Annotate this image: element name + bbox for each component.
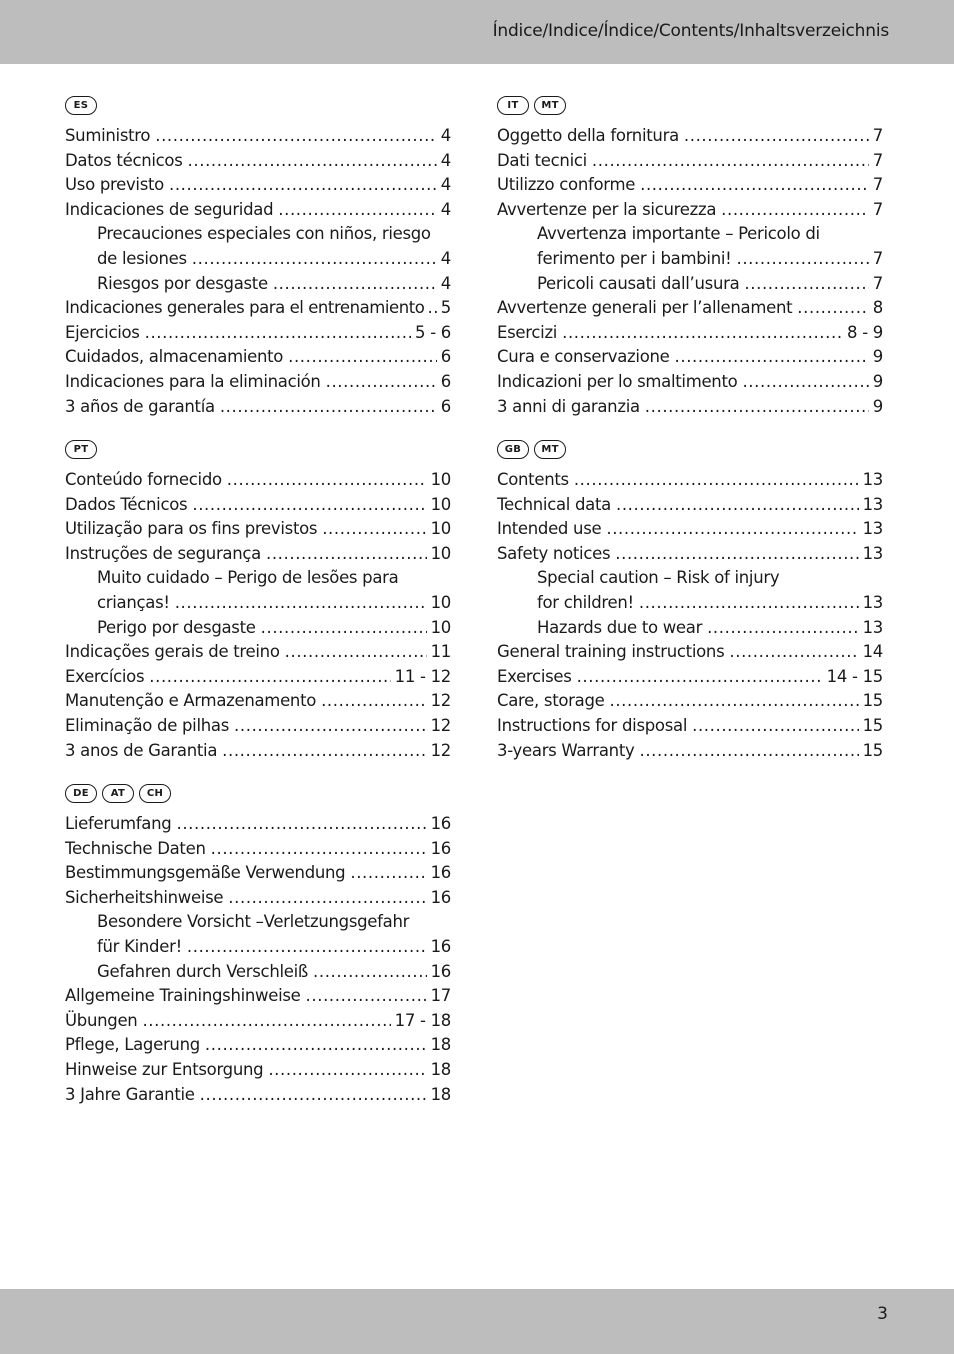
toc-entry-page: 16: [430, 863, 451, 883]
toc-entry[interactable]: [65, 542, 451, 567]
dot-leader: [234, 714, 427, 739]
dot-leader: [616, 493, 859, 518]
toc-list: [497, 124, 883, 419]
toc-entry-title: Suministro: [65, 126, 151, 145]
toc-entry-title: 3 anos de Garantia: [65, 740, 218, 760]
toc-entry[interactable]: [497, 468, 883, 493]
toc-entry-title: 3-years Warranty: [497, 740, 635, 760]
toc-entry-title: 3 Jahre Garantie: [65, 1084, 195, 1104]
toc-entry-page: 7: [872, 150, 883, 170]
toc-entry-title: Hinweise zur Entsorgung: [65, 1059, 264, 1079]
dot-leader: [744, 272, 868, 297]
dot-leader: [707, 616, 859, 641]
toc-entry-title: Utilizzo conforme: [497, 175, 636, 195]
toc-entry-title: Datos técnicos: [65, 150, 183, 170]
dot-leader: [721, 198, 869, 223]
toc-entry[interactable]: [65, 1058, 451, 1083]
dot-leader: [149, 665, 390, 690]
dot-leader: [145, 321, 411, 346]
toc-entry-page: 6: [440, 347, 451, 367]
dot-leader: [169, 173, 437, 198]
dot-leader: [313, 960, 427, 985]
toc-entry-page: 13: [862, 494, 883, 514]
toc-entry[interactable]: [497, 493, 883, 518]
toc-entry-page: 16: [430, 887, 451, 907]
toc-entry[interactable]: [65, 468, 451, 493]
toc-section-gb: [497, 440, 883, 763]
dot-leader: [211, 837, 427, 862]
toc-entry-page: 9: [872, 396, 883, 416]
toc-entry[interactable]: [65, 517, 451, 542]
toc-entry-title: Special caution – Risk of injury: [537, 568, 780, 588]
toc-entry-title: Utilização para os fins previstos: [65, 519, 318, 539]
toc-entry-title: für Kinder!: [97, 936, 182, 956]
dot-leader: [574, 468, 859, 493]
dot-leader: [192, 493, 426, 518]
toc-entry-title: Sicherheitshinweise: [65, 887, 224, 907]
dot-leader: [639, 739, 858, 764]
toc-entry[interactable]: [65, 1033, 451, 1058]
dot-leader: [797, 296, 869, 321]
toc-entry-page: 4: [440, 150, 451, 170]
language-badge-gb: GB: [497, 440, 529, 459]
toc-subentry[interactable]: [497, 591, 883, 616]
toc-subentry-line: [65, 222, 451, 247]
language-badges: [497, 96, 883, 116]
toc-entry-title: Technische Daten: [65, 838, 206, 858]
toc-entry[interactable]: [65, 198, 451, 223]
toc-entry-page: 7: [872, 126, 883, 145]
language-badges: [65, 440, 451, 460]
dot-leader: [205, 1033, 427, 1058]
toc-entry-page: 4: [440, 273, 451, 293]
toc-entry[interactable]: [497, 321, 883, 346]
dot-leader: [176, 812, 426, 837]
toc-entry-page: 16: [430, 838, 451, 858]
toc-entry[interactable]: [497, 714, 883, 739]
language-badge-it: IT: [497, 96, 529, 115]
toc-entry[interactable]: [497, 640, 883, 665]
toc-entry[interactable]: [65, 1009, 451, 1034]
toc-entry[interactable]: [65, 370, 451, 395]
dot-leader: [577, 665, 823, 690]
toc-entry[interactable]: [497, 370, 883, 395]
toc-subentry[interactable]: [497, 616, 883, 641]
toc-entry-title: Gefahren durch Verschleiß: [97, 961, 308, 981]
toc-entry-page: 13: [862, 519, 883, 539]
toc-entry-page: 4: [440, 199, 451, 219]
toc-entry[interactable]: [65, 124, 451, 149]
toc-entry-page: 9: [872, 347, 883, 367]
toc-entry-title: Indicaciones de seguridad: [65, 199, 274, 219]
toc-entry[interactable]: [65, 1083, 451, 1108]
toc-entry-title: Dati tecnici: [497, 150, 587, 170]
toc-entry[interactable]: [497, 198, 883, 223]
dot-leader: [278, 198, 437, 223]
toc-entry-page: 8 - 9: [847, 322, 883, 342]
toc-subentry-line: [65, 566, 451, 591]
toc-entry-title: Safety notices: [497, 543, 611, 563]
toc-section-pt: [65, 440, 451, 763]
toc-entry[interactable]: [65, 812, 451, 837]
toc-subentry[interactable]: [65, 960, 451, 985]
toc-section-es: [65, 96, 451, 419]
toc-entry[interactable]: [65, 739, 451, 764]
dot-leader: [200, 1083, 427, 1108]
toc-entry-page: 6: [440, 371, 451, 391]
toc-entry[interactable]: [497, 517, 883, 542]
dot-leader: [266, 542, 427, 567]
toc-entry-title: Allgemeine Trainingshinweise: [65, 986, 301, 1006]
toc-entry-title: Bestimmungsgemäße Verwendung: [65, 863, 346, 883]
toc-entry-title: Cura e conservazione: [497, 347, 670, 367]
language-badge-pt: PT: [65, 440, 97, 459]
footer-bar: [0, 1289, 954, 1354]
toc-entry-title: Oggetto della fornitura: [497, 126, 679, 145]
toc-entry-title: Instructions for disposal: [497, 715, 688, 735]
toc-entry[interactable]: [497, 173, 883, 198]
language-badge-es: ES: [65, 96, 97, 115]
language-badge-ch: CH: [139, 784, 171, 803]
toc-entry-page: 16: [430, 936, 451, 956]
dot-leader: [615, 542, 858, 567]
dot-leader: [684, 124, 869, 149]
dot-leader: [606, 517, 858, 542]
dot-leader: [220, 395, 437, 420]
dot-leader: [640, 173, 869, 198]
dot-leader: [321, 689, 427, 714]
toc-entry[interactable]: [65, 296, 451, 321]
toc-subentry-line: [497, 222, 883, 247]
toc-entry-page: 8: [872, 298, 883, 318]
toc-entry-page: 11 - 12: [394, 666, 451, 686]
toc-entry-page: 6: [440, 396, 451, 416]
toc-entry-title: Instruções de segurança: [65, 543, 261, 563]
toc-entry-title: Perigo por desgaste: [97, 617, 256, 637]
toc-entry[interactable]: [65, 149, 451, 174]
toc-entry-title: Intended use: [497, 519, 602, 539]
toc-entry-page: 10: [430, 592, 451, 612]
toc-entry[interactable]: [497, 149, 883, 174]
page-number: 3: [877, 1304, 888, 1324]
dot-leader: [273, 272, 437, 297]
toc-entry-page: 7: [872, 199, 883, 219]
toc-entry-title: Muito cuidado – Perigo de lesões para: [97, 568, 399, 588]
toc-entry-title: Indicações gerais de treino: [65, 642, 280, 662]
toc-subentry-line: [65, 910, 451, 935]
dot-leader: [155, 124, 437, 149]
toc-entry[interactable]: [497, 345, 883, 370]
page-header-title: Índice/Indice/Índice/Contents/Inhaltsverzeichnis: [492, 21, 889, 41]
language-badges: [65, 784, 451, 804]
toc-list: [65, 812, 451, 1107]
toc-entry-title: Dados Técnicos: [65, 494, 188, 514]
toc-section-it: [497, 96, 883, 419]
toc-entry-page: 10: [430, 617, 451, 637]
toc-entry-page: 18: [430, 1059, 451, 1079]
toc-entry-title: Manutenção e Armazenamento: [65, 691, 317, 711]
dot-leader: [192, 247, 437, 272]
toc-entry-title: Eliminação de pilhas: [65, 715, 230, 735]
toc-entry-page: 9: [872, 371, 883, 391]
toc-entry-page: 13: [862, 617, 883, 637]
toc-entry-title: Cuidados, almacenamiento: [65, 347, 284, 367]
toc-entry-title: Care, storage: [497, 691, 605, 711]
toc-entry-page: 14 - 15: [826, 666, 883, 686]
toc-entry-title: ferimento per i bambini!: [537, 248, 732, 268]
toc-entry[interactable]: [65, 173, 451, 198]
toc-entry-page: 10: [430, 519, 451, 539]
toc-entry-page: 5: [440, 298, 451, 318]
toc-entry-title: Contents: [497, 470, 569, 489]
dot-leader: [306, 984, 427, 1009]
toc-entry-page: 4: [440, 248, 451, 268]
toc-entry[interactable]: [65, 837, 451, 862]
dot-leader: [188, 149, 437, 174]
dot-leader: [288, 345, 437, 370]
toc-entry[interactable]: [497, 542, 883, 567]
toc-entry-title: Esercizi: [497, 322, 558, 342]
toc-entry-page: 17: [430, 986, 451, 1006]
toc-entry-title: Besondere Vorsicht –Verletzungsgefahr: [97, 912, 410, 932]
toc-subentry[interactable]: [497, 272, 883, 297]
dot-leader: [609, 689, 858, 714]
toc-entry[interactable]: [65, 345, 451, 370]
dot-leader: [175, 591, 427, 616]
toc-entry-page: 13: [862, 592, 883, 612]
toc-entry-page: 7: [872, 248, 883, 268]
toc-entry-page: 12: [430, 740, 451, 760]
toc-entry-page: 16: [430, 814, 451, 833]
toc-entry[interactable]: [65, 665, 451, 690]
toc-entry-title: Hazards due to wear: [537, 617, 703, 637]
dot-leader: [427, 296, 437, 321]
dot-leader: [645, 395, 869, 420]
dot-leader: [742, 370, 868, 395]
dot-leader: [675, 345, 869, 370]
toc-entry-title: Pericoli causati dall’usura: [537, 273, 740, 293]
toc-entry-page: 12: [430, 691, 451, 711]
toc-entry-page: 18: [430, 1084, 451, 1104]
toc-entry[interactable]: [65, 861, 451, 886]
toc-entry-title: Riesgos por desgaste: [97, 273, 268, 293]
toc-entry-title: Precauciones especiales con niños, riesgo: [97, 224, 431, 244]
dot-leader: [639, 591, 859, 616]
toc-entry-page: 14: [862, 642, 883, 662]
toc-entry-title: Exercises: [497, 666, 572, 686]
dot-leader: [142, 1009, 390, 1034]
toc-entry-title: crianças!: [97, 592, 170, 612]
toc-entry-page: 7: [872, 273, 883, 293]
toc-entry[interactable]: [497, 689, 883, 714]
toc-list: [65, 124, 451, 419]
dot-leader: [729, 640, 858, 665]
toc-entry-page: 4: [440, 126, 451, 145]
dot-leader: [322, 517, 426, 542]
toc-entry-page: 17 - 18: [394, 1010, 451, 1030]
dot-leader: [285, 640, 427, 665]
toc-entry-page: 11: [430, 642, 451, 662]
toc-entry-page: 16: [430, 961, 451, 981]
toc-section-de: [65, 784, 451, 1107]
language-badges: [497, 440, 883, 460]
toc-entry-title: Ejercicios: [65, 322, 140, 342]
toc-entry[interactable]: [65, 321, 451, 346]
toc-entry-page: 10: [430, 543, 451, 563]
toc-entry-title: Pflege, Lagerung: [65, 1035, 200, 1055]
toc-entry-title: 3 anni di garanzia: [497, 396, 640, 416]
toc-entry-title: Avvertenza importante – Pericolo di: [537, 224, 820, 244]
toc-entry-title: Conteúdo fornecido: [65, 470, 222, 489]
toc-entry[interactable]: [65, 984, 451, 1009]
toc-list: [65, 468, 451, 763]
toc-entry-page: 15: [862, 740, 883, 760]
toc-entry-page: 12: [430, 715, 451, 735]
toc-entry-title: Avvertenze per la sicurezza: [497, 199, 717, 219]
dot-leader: [326, 370, 437, 395]
toc-entry[interactable]: [65, 640, 451, 665]
language-badge-de: DE: [65, 784, 97, 803]
toc-entry-page: 15: [862, 691, 883, 711]
dot-leader: [692, 714, 858, 739]
language-badges: [65, 96, 451, 116]
toc-entry-page: 4: [440, 175, 451, 195]
toc-entry-title: Indicazioni per lo smaltimento: [497, 371, 738, 391]
toc-entry[interactable]: [497, 124, 883, 149]
language-badge-mt: MT: [534, 96, 566, 115]
toc-entry[interactable]: [65, 714, 451, 739]
toc-entry-title: Übungen: [65, 1010, 138, 1030]
toc-entry-title: General training instructions: [497, 642, 725, 662]
toc-subentry-line: [497, 566, 883, 591]
toc-entry[interactable]: [497, 296, 883, 321]
dot-leader: [562, 321, 843, 346]
toc-entry[interactable]: [497, 395, 883, 420]
toc-entry-title: for children!: [537, 592, 634, 612]
toc-entry[interactable]: [497, 739, 883, 764]
dot-leader: [222, 739, 426, 764]
toc-entry-page: 13: [862, 470, 883, 489]
toc-entry-title: Indicaciones generales para el entrenamiento: [65, 298, 425, 318]
toc-entry-title: Avvertenze generali per l’allenament: [497, 298, 793, 318]
toc-list: [497, 468, 883, 763]
toc-subentry[interactable]: [65, 272, 451, 297]
dot-leader: [228, 886, 426, 911]
toc-entry-title: Technical data: [497, 494, 611, 514]
toc-entry-title: 3 años de garantía: [65, 396, 215, 416]
toc-entry-page: 10: [430, 470, 451, 489]
dot-leader: [350, 861, 426, 886]
toc-subentry[interactable]: [65, 591, 451, 616]
toc-entry-page: 5 - 6: [415, 322, 451, 342]
dot-leader: [261, 616, 427, 641]
toc-entry[interactable]: [65, 493, 451, 518]
toc-entry-title: Lieferumfang: [65, 814, 172, 833]
toc-entry[interactable]: [497, 665, 883, 690]
toc-entry-page: 13: [862, 543, 883, 563]
dot-leader: [187, 935, 427, 960]
dot-leader: [592, 149, 869, 174]
toc-entry-title: de lesiones: [97, 248, 187, 268]
toc-entry[interactable]: [65, 395, 451, 420]
toc-entry-title: Exercícios: [65, 666, 145, 686]
toc-subentry[interactable]: [65, 247, 451, 272]
language-badge-at: AT: [102, 784, 134, 803]
dot-leader: [227, 468, 427, 493]
toc-subentry[interactable]: [65, 935, 451, 960]
dot-leader: [268, 1058, 426, 1083]
toc-entry-title: Indicaciones para la eliminación: [65, 371, 321, 391]
toc-subentry[interactable]: [65, 616, 451, 641]
toc-entry-page: 7: [872, 175, 883, 195]
toc-entry-page: 10: [430, 494, 451, 514]
toc-entry-title: Uso previsto: [65, 175, 164, 195]
toc-subentry[interactable]: [497, 247, 883, 272]
toc-entry[interactable]: [65, 886, 451, 911]
language-badge-mt: MT: [534, 440, 566, 459]
toc-entry[interactable]: [65, 689, 451, 714]
toc-entry-page: 18: [430, 1035, 451, 1055]
toc-entry-page: 15: [862, 715, 883, 735]
dot-leader: [736, 247, 868, 272]
